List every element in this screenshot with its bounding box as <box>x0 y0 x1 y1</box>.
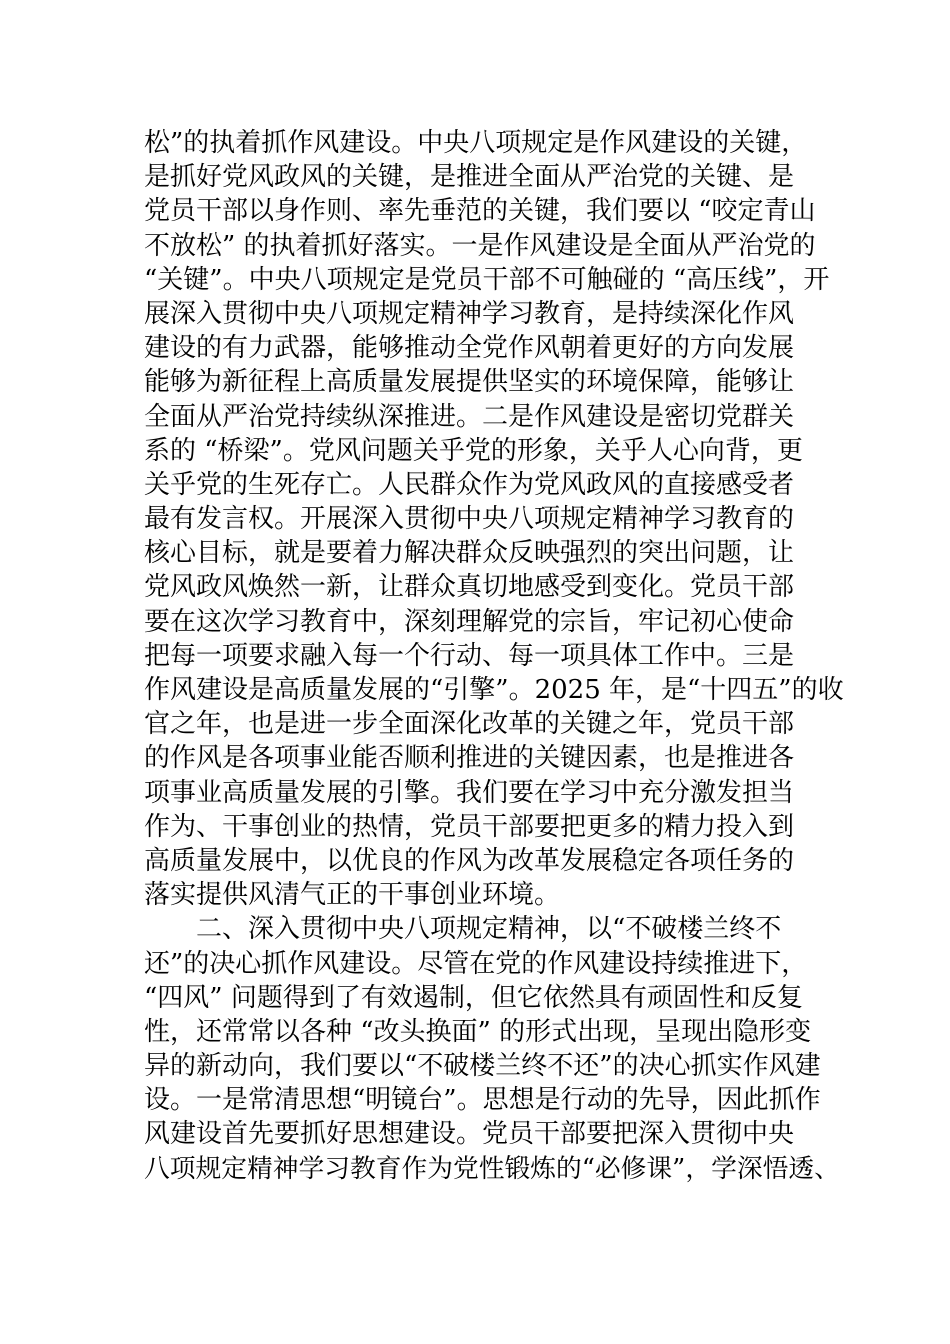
text-line: 不放松” 的执着抓好落实。一是作风建设是全面从严治党的 <box>144 230 816 261</box>
text-line: 全面从严治党持续纵深推进。二是作风建设是密切党群关 <box>144 401 795 432</box>
text-line: 落实提供风清气正的干事创业环境。 <box>144 880 561 911</box>
text-line: 的作风是各项事业能否顺利推进的关键因素，也是推进各 <box>144 743 795 774</box>
text-line: 作风建设是高质量发展的“引擎”。2025 年，是“十四五”的收 <box>144 675 844 705</box>
text-line: 最有发言权。开展深入贯彻中央八项规定精神学习教育的 <box>144 504 795 535</box>
text-line: 作为、干事创业的热情，党员干部要把更多的精力投入到 <box>144 811 795 842</box>
text-line: 是抓好党风政风的关键，是推进全面从严治党的关键、是 <box>144 162 795 193</box>
text-line: 八项规定精神学习教育作为党性锻炼的“必修课”，学深悟透、 <box>144 1153 840 1184</box>
text-line: 党风政风焕然一新，让群众真切地感受到变化。党员干部 <box>144 572 795 603</box>
text-line: 党员干部以身作则、率先垂范的关键，我们要以 “咬定青山 <box>144 196 816 227</box>
text-line: 还”的决心抓作风建设。尽管在党的作风建设持续推进下， <box>144 948 808 979</box>
text-line: 展深入贯彻中央八项规定精神学习教育，是持续深化作风 <box>144 298 795 329</box>
text-line: 设。一是常清思想“明镜台”。思想是行动的先导，因此抓作 <box>144 1085 821 1116</box>
body-text <box>144 126 844 1186</box>
text-line: 把每一项要求融入每一个行动、每一项具体工作中。三是 <box>144 640 795 671</box>
section-heading-line: 二、深入贯彻中央八项规定精神，以“不破楼兰终不 <box>196 914 782 945</box>
text-line: 官之年，也是进一步全面深化改革的关键之年，党员干部 <box>144 709 795 740</box>
text-line: 松”的执着抓作风建设。中央八项规定是作风建设的关键， <box>144 128 808 158</box>
text-line: 风建设首先要抓好思想建设。党员干部要把深入贯彻中央 <box>144 1119 795 1150</box>
text-line: 关乎党的生死存亡。人民群众作为党风政风的直接感受者 <box>144 469 795 500</box>
text-line: 要在这次学习教育中，深刻理解党的宗旨，牢记初心使命 <box>144 606 795 637</box>
text-line: 性，还常常以各种 “改头换面” 的形式出现，呈现出隐形变 <box>144 1016 812 1047</box>
text-line: 能够为新征程上高质量发展提供坚实的环境保障，能够让 <box>144 367 795 398</box>
text-line: 异的新动向，我们要以“不破楼兰终不还”的决心抓实作风建 <box>144 1051 821 1082</box>
text-line: 建设的有力武器，能够推动全党作风朝着更好的方向发展 <box>144 333 795 364</box>
text-line: “关键”。中央八项规定是党员干部不可触碰的 “高压线”，开 <box>144 264 830 295</box>
text-line: 系的 “桥梁”。党风问题关乎党的形象，关乎人心向背，更 <box>144 435 803 466</box>
text-line: 核心目标，就是要着力解决群众反映强烈的突出问题，让 <box>144 538 795 569</box>
text-line: 高质量发展中，以优良的作风为改革发展稳定各项任务的 <box>144 845 795 876</box>
text-line: “四风” 问题得到了有效遏制，但它依然具有顽固性和反复 <box>144 982 803 1013</box>
text-line: 项事业高质量发展的引擎。我们要在学习中充分激发担当 <box>144 777 795 808</box>
